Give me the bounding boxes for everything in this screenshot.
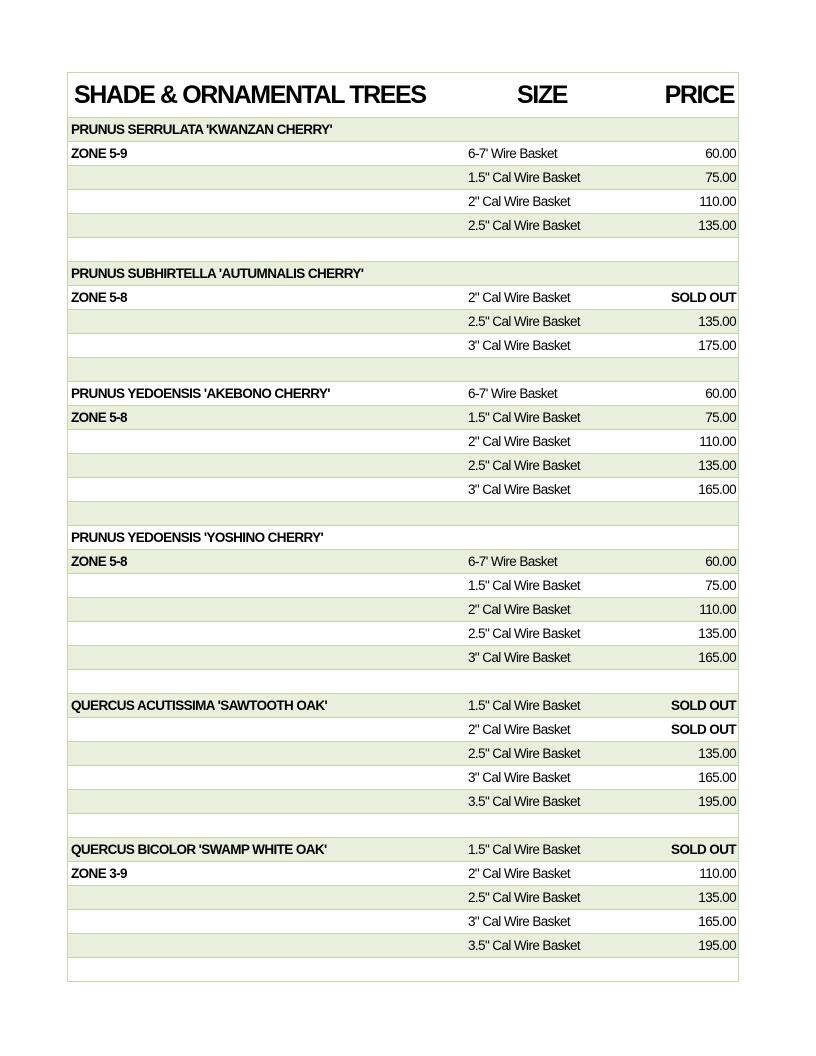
price-list-table — [67, 72, 739, 982]
price-cell: 135.00 — [698, 626, 736, 641]
table-row — [68, 310, 738, 334]
size-cell: 2.5" Cal Wire Basket — [468, 890, 581, 905]
table-row — [68, 574, 738, 598]
size-cell: 2" Cal Wire Basket — [468, 866, 571, 881]
price-cell: 110.00 — [699, 866, 736, 881]
table-row — [68, 622, 738, 646]
table-row — [68, 118, 738, 142]
table-row — [68, 934, 738, 958]
plant-name-cell: PRUNUS SUBHIRTELLA 'AUTUMNALIS CHERRY' — [71, 266, 364, 281]
size-cell: 2.5" Cal Wire Basket — [468, 314, 581, 329]
table-row — [68, 790, 738, 814]
table-row — [68, 334, 738, 358]
price-cell: 175.00 — [698, 338, 736, 353]
table-row — [68, 814, 738, 838]
table-row — [68, 646, 738, 670]
table-row — [68, 262, 738, 286]
table-row — [68, 478, 738, 502]
price-cell: SOLD OUT — [671, 698, 736, 713]
table-row — [68, 694, 738, 718]
price-cell: 135.00 — [698, 314, 736, 329]
size-cell: 1.5" Cal Wire Basket — [468, 842, 581, 857]
size-cell: 2" Cal Wire Basket — [468, 722, 571, 737]
price-cell: 165.00 — [698, 770, 736, 785]
size-cell: 2.5" Cal Wire Basket — [468, 746, 581, 761]
size-cell: 3.5" Cal Wire Basket — [468, 794, 581, 809]
plant-name-cell: ZONE 5-8 — [71, 554, 127, 569]
plant-name-cell: QUERCUS BICOLOR 'SWAMP WHITE OAK' — [71, 842, 327, 857]
price-cell: 75.00 — [705, 410, 736, 425]
price-cell: 165.00 — [698, 650, 736, 665]
size-cell: 6-7' Wire Basket — [468, 554, 558, 569]
plant-name-cell: ZONE 5-8 — [71, 410, 127, 425]
size-cell: 3" Cal Wire Basket — [468, 482, 571, 497]
table-row — [68, 766, 738, 790]
size-cell: 3" Cal Wire Basket — [468, 914, 571, 929]
table-row — [68, 838, 738, 862]
size-cell: 3" Cal Wire Basket — [468, 650, 571, 665]
price-cell: SOLD OUT — [671, 842, 736, 857]
table-title: SHADE & ORNAMENTAL TREES — [74, 80, 426, 109]
size-cell: 6-7' Wire Basket — [468, 386, 558, 401]
plant-name-cell: ZONE 5-8 — [71, 290, 127, 305]
size-cell: 2.5" Cal Wire Basket — [468, 458, 581, 473]
table-body — [68, 118, 738, 982]
size-cell: 1.5" Cal Wire Basket — [468, 170, 581, 185]
size-cell: 2.5" Cal Wire Basket — [468, 218, 581, 233]
size-cell: 3.5" Cal Wire Basket — [468, 938, 581, 953]
price-cell: 110.00 — [699, 602, 736, 617]
size-cell: 1.5" Cal Wire Basket — [468, 698, 581, 713]
table-row — [68, 358, 738, 382]
table-row — [68, 550, 738, 574]
size-column-header: SIZE — [517, 80, 567, 109]
table-row — [68, 382, 738, 406]
price-cell: 135.00 — [698, 890, 736, 905]
price-cell: 135.00 — [698, 458, 736, 473]
size-cell: 2" Cal Wire Basket — [468, 290, 571, 305]
plant-name-cell: PRUNUS YEDOENSIS 'AKEBONO CHERRY' — [71, 386, 330, 401]
size-cell: 2" Cal Wire Basket — [468, 602, 571, 617]
price-column-header: PRICE — [664, 80, 734, 109]
table-row — [68, 238, 738, 262]
table-row — [68, 742, 738, 766]
price-cell: SOLD OUT — [671, 290, 736, 305]
plant-name-cell: ZONE 5-9 — [71, 146, 127, 161]
price-cell: 110.00 — [699, 434, 736, 449]
table-row — [68, 886, 738, 910]
price-cell: 60.00 — [705, 386, 736, 401]
table-row — [68, 430, 738, 454]
plant-name-cell: PRUNUS SERRULATA 'KWANZAN CHERRY' — [71, 122, 333, 137]
plant-name-cell: ZONE 3-9 — [71, 866, 127, 881]
plant-name-cell: QUERCUS ACUTISSIMA 'SAWTOOTH OAK' — [71, 698, 328, 713]
price-cell: 60.00 — [705, 146, 736, 161]
size-cell: 1.5" Cal Wire Basket — [468, 410, 581, 425]
price-cell: 110.00 — [699, 194, 736, 209]
size-cell: 2" Cal Wire Basket — [468, 194, 571, 209]
table-row — [68, 406, 738, 430]
table-row — [68, 286, 738, 310]
price-cell: 75.00 — [705, 170, 736, 185]
price-cell: 135.00 — [698, 218, 736, 233]
table-row — [68, 718, 738, 742]
table-row — [68, 454, 738, 478]
table-row — [68, 958, 738, 982]
table-row — [68, 190, 738, 214]
size-cell: 3" Cal Wire Basket — [468, 338, 571, 353]
price-cell: 165.00 — [698, 914, 736, 929]
table-row — [68, 670, 738, 694]
table-row — [68, 862, 738, 886]
plant-name-cell: PRUNUS YEDOENSIS 'YOSHINO CHERRY' — [71, 530, 324, 545]
price-cell: 165.00 — [698, 482, 736, 497]
table-header — [68, 73, 738, 118]
table-row — [68, 598, 738, 622]
size-cell: 6-7' Wire Basket — [468, 146, 558, 161]
table-row — [68, 142, 738, 166]
table-row — [68, 166, 738, 190]
size-cell: 3" Cal Wire Basket — [468, 770, 571, 785]
price-cell: 75.00 — [705, 578, 736, 593]
table-row — [68, 526, 738, 550]
price-cell: 195.00 — [698, 794, 736, 809]
price-cell: 195.00 — [698, 938, 736, 953]
size-cell: 2" Cal Wire Basket — [468, 434, 571, 449]
size-cell: 1.5" Cal Wire Basket — [468, 578, 581, 593]
price-cell: 135.00 — [698, 746, 736, 761]
table-row — [68, 214, 738, 238]
table-row — [68, 910, 738, 934]
size-cell: 2.5" Cal Wire Basket — [468, 626, 581, 641]
price-cell: SOLD OUT — [671, 722, 736, 737]
price-cell: 60.00 — [705, 554, 736, 569]
table-row — [68, 502, 738, 526]
